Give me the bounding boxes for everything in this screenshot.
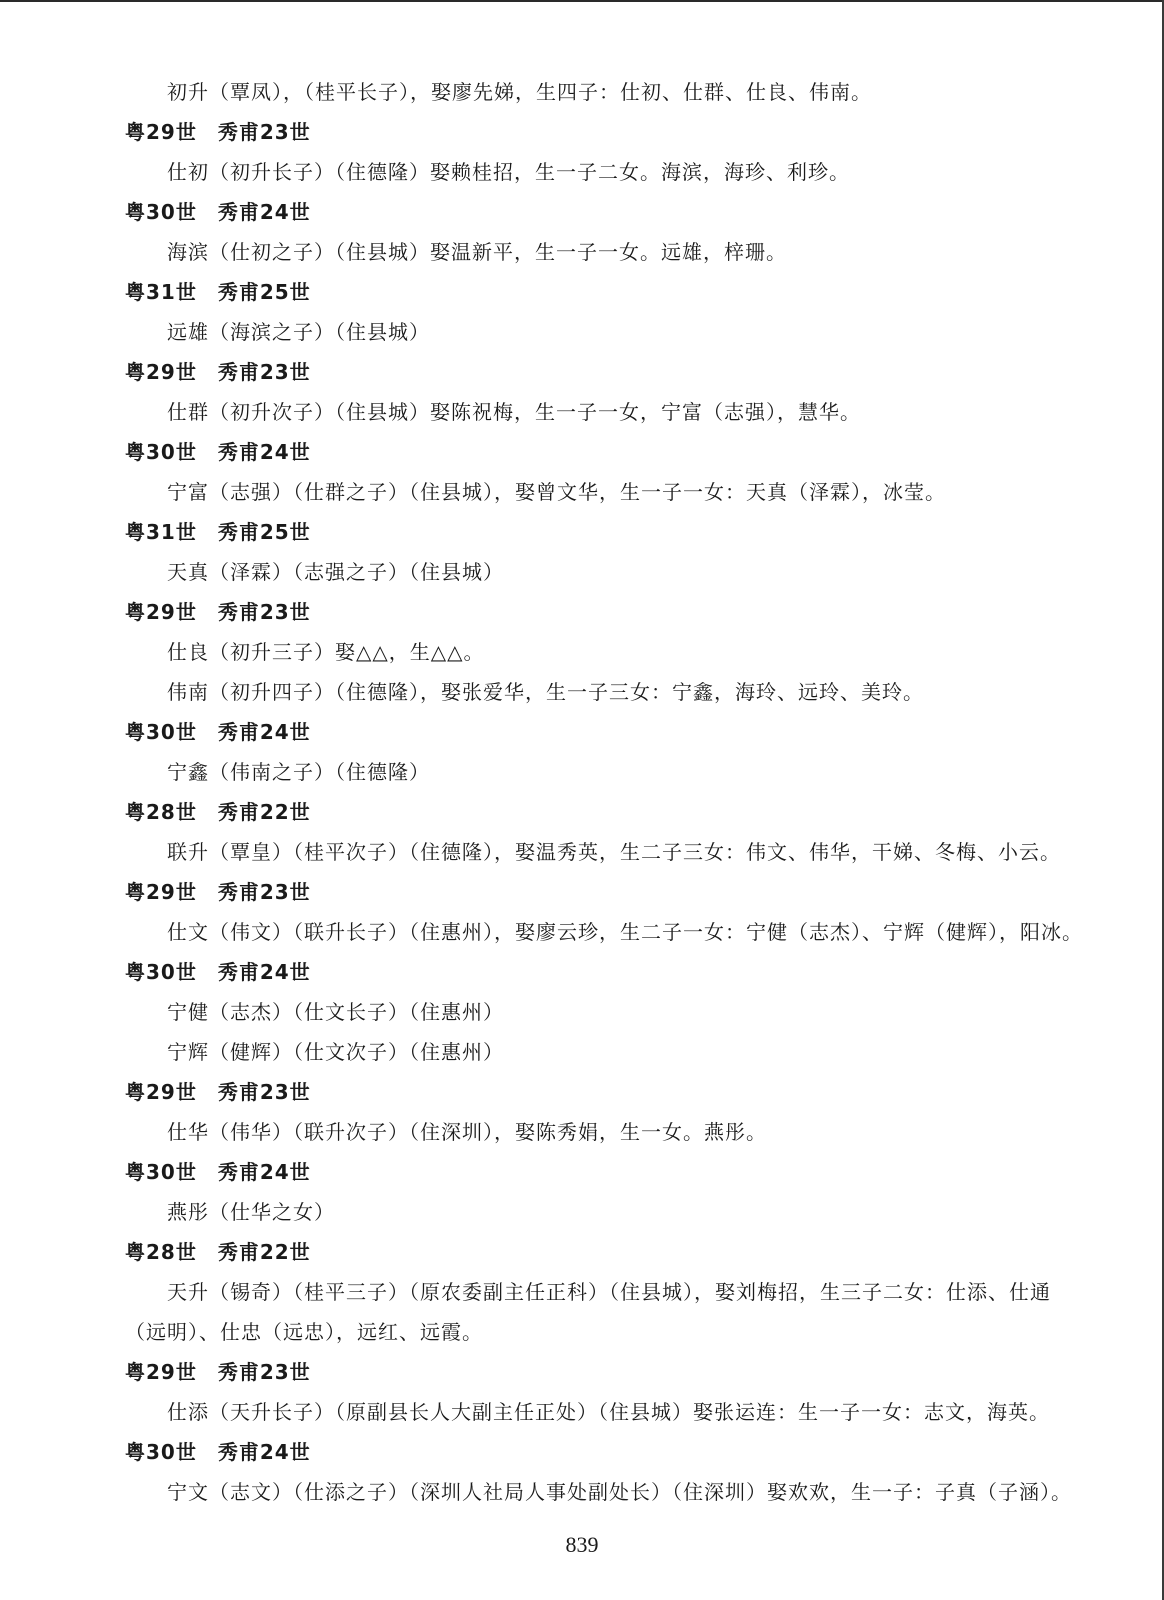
scan-edge-top: [0, 0, 1164, 2]
genealogy-entry: 燕彤（仕华之女）: [167, 1200, 335, 1224]
genealogy-entry: 宁富（志强）（仕群之子）（住县城），娶曾文华，生一子一女：天真（泽霖），冰莹。: [167, 480, 946, 504]
genealogy-entry: 远雄（海滨之子）（住县城）: [167, 320, 430, 344]
genealogy-entry: 宁辉（健辉）（仕文次子）（住惠州）: [167, 1040, 504, 1064]
genealogy-entry: 宁文（志文）（仕添之子）（深圳人社局人事处副处长）（住深圳）娶欢欢，生一子：子真（子涵）。: [167, 1480, 1072, 1504]
generation-heading: 粤29世 秀甫23世: [125, 600, 311, 624]
genealogy-entry: 联升（覃皇）（桂平次子）（住德隆），娶温秀英，生二子三女：伟文、伟华，干娣、冬梅、小云。: [167, 840, 1061, 864]
genealogy-entry: 天真（泽霖）（志强之子）（住县城）: [167, 560, 504, 584]
generation-heading: 粤29世 秀甫23世: [125, 120, 311, 144]
genealogy-entry: 初升（覃凤），（桂平长子），娶廖先娣，生四子：仕初、仕群、仕良、伟南。: [167, 80, 872, 104]
genealogy-entry: 天升（锡奇）（桂平三子）（原农委副主任正科）（住县城），娶刘梅招，生三子二女：仕添、仕通: [167, 1280, 1051, 1304]
entry-continuation: （远明）、仕忠（远忠），远红、远霞。: [125, 1320, 483, 1344]
genealogy-text-block: [125, 72, 1083, 1512]
generation-heading: 粤29世 秀甫23世: [125, 1360, 311, 1384]
generation-heading: 粤30世 秀甫24世: [125, 960, 311, 984]
generation-heading: 粤29世 秀甫23世: [125, 880, 311, 904]
generation-heading: 粤30世 秀甫24世: [125, 440, 311, 464]
genealogy-entry: 仕良（初升三子）娶△△，生△△。: [167, 640, 485, 664]
genealogy-entry: 仕初（初升长子）（住德隆）娶赖桂招，生一子二女。海滨，海珍、利珍。: [167, 160, 850, 184]
generation-heading: 粤31世 秀甫25世: [125, 280, 311, 304]
generation-heading: 粤30世 秀甫24世: [125, 1440, 311, 1464]
generation-heading: 粤30世 秀甫24世: [125, 1160, 311, 1184]
generation-heading: 粤28世 秀甫22世: [125, 800, 311, 824]
genealogy-entry: 宁鑫（伟南之子）（住德隆）: [167, 760, 430, 784]
genealogy-entry: 仕文（伟文）（联升长子）（住惠州），娶廖云珍，生二子一女：宁健（志杰）、宁辉（健辉），阳冰。: [167, 920, 1083, 944]
page-number: 839: [565, 1532, 599, 1557]
genealogy-entry: 仕华（伟华）（联升次子）（住深圳），娶陈秀娟，生一女。燕彤。: [167, 1120, 767, 1144]
generation-heading: 粤28世 秀甫22世: [125, 1240, 311, 1264]
genealogy-entry: 宁健（志杰）（仕文长子）（住惠州）: [167, 1000, 504, 1024]
generation-heading: 粤30世 秀甫24世: [125, 720, 311, 744]
generation-heading: 粤31世 秀甫25世: [125, 520, 311, 544]
genealogy-entry: 仕群（初升次子）（住县城）娶陈祝梅，生一子一女，宁富（志强），慧华。: [167, 400, 861, 424]
genealogy-entry: 仕添（天升长子）（原副县长人大副主任正处）（住县城）娶张运连：生一子一女：志文，海英。: [167, 1400, 1050, 1424]
generation-heading: 粤29世 秀甫23世: [125, 360, 311, 384]
genealogy-entry: 海滨（仕初之子）（住县城）娶温新平，生一子一女。远雄，梓珊。: [167, 240, 787, 264]
genealogy-entry: 伟南（初升四子）（住德隆），娶张爱华，生一子三女：宁鑫，海玲、远玲、美玲。: [167, 680, 924, 704]
generation-heading: 粤30世 秀甫24世: [125, 200, 311, 224]
generation-heading: 粤29世 秀甫23世: [125, 1080, 311, 1104]
